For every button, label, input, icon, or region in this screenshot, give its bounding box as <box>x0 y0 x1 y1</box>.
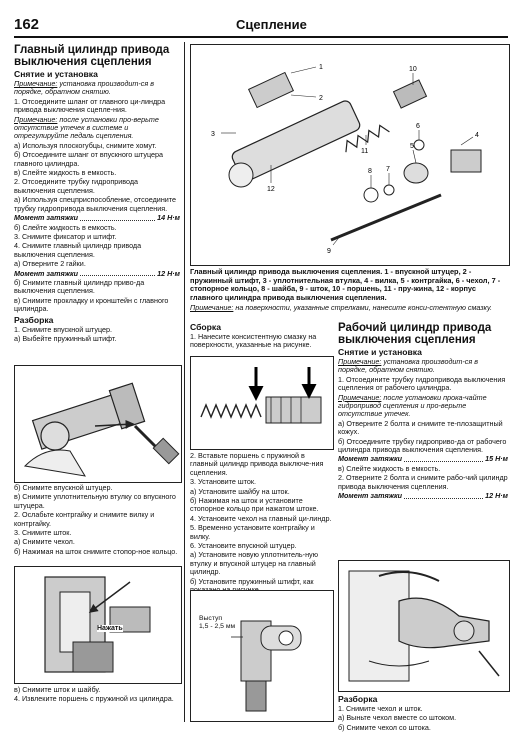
mid-step: б) Установите пружинный штифт, как <box>190 576 314 586</box>
left-step: а) Выбейте пружинный штифт. <box>14 333 117 343</box>
page-header <box>14 14 508 36</box>
part-label: 2 <box>319 95 323 102</box>
protrusion-label: Выступ 1,5 - 2,5 мм <box>199 615 236 630</box>
right-column <box>338 322 508 502</box>
left-column-top <box>14 44 180 344</box>
right-title: Рабочий цилиндр привода выключения сцепления <box>338 322 492 346</box>
page-number: 162 <box>14 16 40 33</box>
part-label: 6 <box>416 123 420 130</box>
torque-spec: Момент затяжки 15 Н·м <box>338 454 508 464</box>
torque-spec: Момент затяжки 12 Н·м <box>338 491 508 501</box>
left-step: б) Отсоедините шланг от впускного штуцера главного цилиндра. <box>14 150 164 168</box>
left-step: б) Слейте жидкость в емкость. <box>14 222 117 232</box>
left-step: а) Используя плоскогубцы, снимите хомут. <box>14 140 157 150</box>
left-note-1: Примечание: установка производит-ся в порядке, обратном снятию. <box>14 79 154 97</box>
mid-subtitle-assembly: Сборка <box>190 322 221 332</box>
right-column-bottom <box>338 694 508 733</box>
mid-column-top <box>190 322 332 351</box>
mid-step: б) Нажимая на шток и установите стопорное кольцо при нажатом штоке. <box>190 496 319 514</box>
figure-caption: Главный цилиндр привода выключения сцепления. 1 - впускной штуцер, 2 - пружинный штифт, 3 - уплотнительная втулка, 4 - вилка, 5 - контргайка, 6 - чехол, 7 - стопорное кольцо, 8 - шайба, 9 - шток, 10 - поршень, 11 - пру-жина, 12 - корпус главного цилиндра привода выключения сцепления. <box>190 267 501 302</box>
header-rule <box>14 36 508 38</box>
section-title: Сцепление <box>236 17 307 32</box>
figure-slave-cylinder <box>338 560 510 692</box>
part-label: 3 <box>211 131 215 138</box>
part-label: 9 <box>327 248 331 255</box>
mid-step: 1. Нанесите консистентную смазку на поверхности, указанные на рисунке. <box>190 332 317 350</box>
mid-step: 5. Временно установите контргайку и вилку. <box>190 523 315 541</box>
right-step: 1. Отсоедините трубку гидропривода выключения сцепления от рабочего цилиндра. <box>338 374 506 393</box>
figure-note: Примечание: на поверхности, указанные стрелками, нанесите конси-стентную смазку. <box>190 303 493 312</box>
left-step: 2. Ослабьте контргайку и снимите вилку и контргайку. <box>14 510 155 528</box>
left-step: б) Снимите впускной штуцер. <box>14 483 113 492</box>
left-step: в) Снимите прокладку и кронштейн с главного цилиндра. <box>14 295 169 314</box>
part-label: 7 <box>386 166 390 173</box>
right-step: 2. Отверните 2 болта и снимите рабо-чий цилиндр привода выключения сцепления. <box>338 473 508 491</box>
right-note-1: Примечание: установка производит-ся в порядке, обратном снятию. <box>338 357 478 375</box>
right-step: а) Отверните 2 болта и снимите те-плозащитный кожух. <box>338 418 503 437</box>
left-title: Главный цилиндр привода выключения сцепления <box>14 44 170 68</box>
column-divider <box>184 42 185 722</box>
left-step: 2. Отсоедините трубку гидропривода выключения сцепления. <box>14 177 139 195</box>
figure-label-press: Нажать <box>97 625 123 632</box>
mid-step: 6. Установите впускной штуцер. <box>190 541 297 551</box>
left-step: 3. Снимите фиксатор и штифт. <box>14 231 117 241</box>
left-step: б) Нажимая на шток снимите стопор-ное кольцо. <box>14 546 178 556</box>
left-step: а) Отверните 2 гайки. <box>14 259 86 269</box>
right-step: в) Слейте жидкость в емкость. <box>338 463 441 473</box>
part-label: 11 <box>361 148 369 155</box>
grease-illustration <box>191 357 333 449</box>
part-label: 8 <box>368 168 372 175</box>
left-note-2: Примечание: после установки про-верьте отсутствие утечек в системе и отрегулируйте педаль сцепления. <box>14 114 159 141</box>
left-step: 3. Снимите шток. <box>14 528 72 538</box>
left-step: 1. Отсоедините шланг от главного ци-линдра привода выключения сцепле-ния. <box>14 96 166 115</box>
left-step: а) Используя спецприспособление, отсоедините трубку гидропривода выключения сцепления. <box>14 195 177 213</box>
figure-pin-protrusion <box>190 590 334 722</box>
mid-step: 3. Установите шток. <box>190 477 256 487</box>
left-step: б) Снимите главный цилиндр приво-да выключения сцепления. <box>14 277 145 296</box>
part-label: 10 <box>409 66 417 73</box>
right-subtitle-disassembly: Разборка <box>338 694 378 704</box>
left-step: 1. Снимите впускной штуцер. <box>14 324 113 334</box>
right-note-2: Примечание: после установки прока-чайте гидропривод сцепления и про-верьте отсутствие утечек. <box>338 392 487 419</box>
torque-spec: Момент затяжки 14 Н·м <box>14 213 180 223</box>
right-step: 1. Снимите чехол и шток. <box>338 704 423 713</box>
left-subtitle-disassembly: Разборка <box>14 314 54 325</box>
mid-step: а) Установите новую уплотнитель-ную втулку и впускной штуцер на главный цилиндр. <box>190 550 319 577</box>
slave-cylinder-illustration <box>339 561 509 691</box>
figure-grease-points <box>190 356 334 450</box>
exploded-diagram <box>191 45 509 265</box>
mid-step: а) Установите шайбу на шток. <box>190 486 290 496</box>
mid-step: 4. Установите чехол на главный ци-линдр. <box>190 513 332 523</box>
pin-removal-illustration <box>15 366 181 482</box>
left-step: в) Снимите уплотнительную втулку со впускного штуцера. <box>14 492 176 510</box>
part-label: 5 <box>410 143 414 150</box>
pin-protrusion-illustration <box>191 591 333 721</box>
right-subtitle-removal: Снятие и установка <box>338 347 422 357</box>
part-label: 4 <box>475 132 479 139</box>
left-subtitle-removal: Снятие и установка <box>14 69 98 79</box>
mid-step: 2. Вставьте поршень с пружиной в главный цилиндр привода выключе-ния сцепления. <box>190 451 324 477</box>
left-step: 4. Извлеките поршень с пружиной из цилиндра. <box>14 694 174 704</box>
right-step: б) Снимите чехол со штока. <box>338 722 431 732</box>
part-label: 1 <box>319 64 323 71</box>
left-step: 4. Снимите главный цилиндр привода выключения сцепления. <box>14 241 142 259</box>
left-step: в) Слейте жидкость в емкость. <box>14 168 117 178</box>
left-step: в) Снимите шток и шайбу. <box>14 685 101 694</box>
figure-exploded-master-cylinder <box>190 44 510 266</box>
figure-press-rod <box>14 566 182 684</box>
right-step: б) Отсоедините трубку гидроприво-да от рабочего цилиндра привода выключения сцепления. <box>338 436 507 455</box>
torque-spec: Момент затяжки 12 Н·м <box>14 268 180 278</box>
part-label: 12 <box>267 186 275 193</box>
figure-pin-removal <box>14 365 182 483</box>
mid-column-bottom <box>190 452 332 596</box>
left-column-mid <box>14 484 180 557</box>
right-step: а) Выньте чехол вместе со штоком. <box>338 713 457 723</box>
left-column-bottom <box>14 686 180 705</box>
left-step: а) Снимите чехол. <box>14 537 75 547</box>
